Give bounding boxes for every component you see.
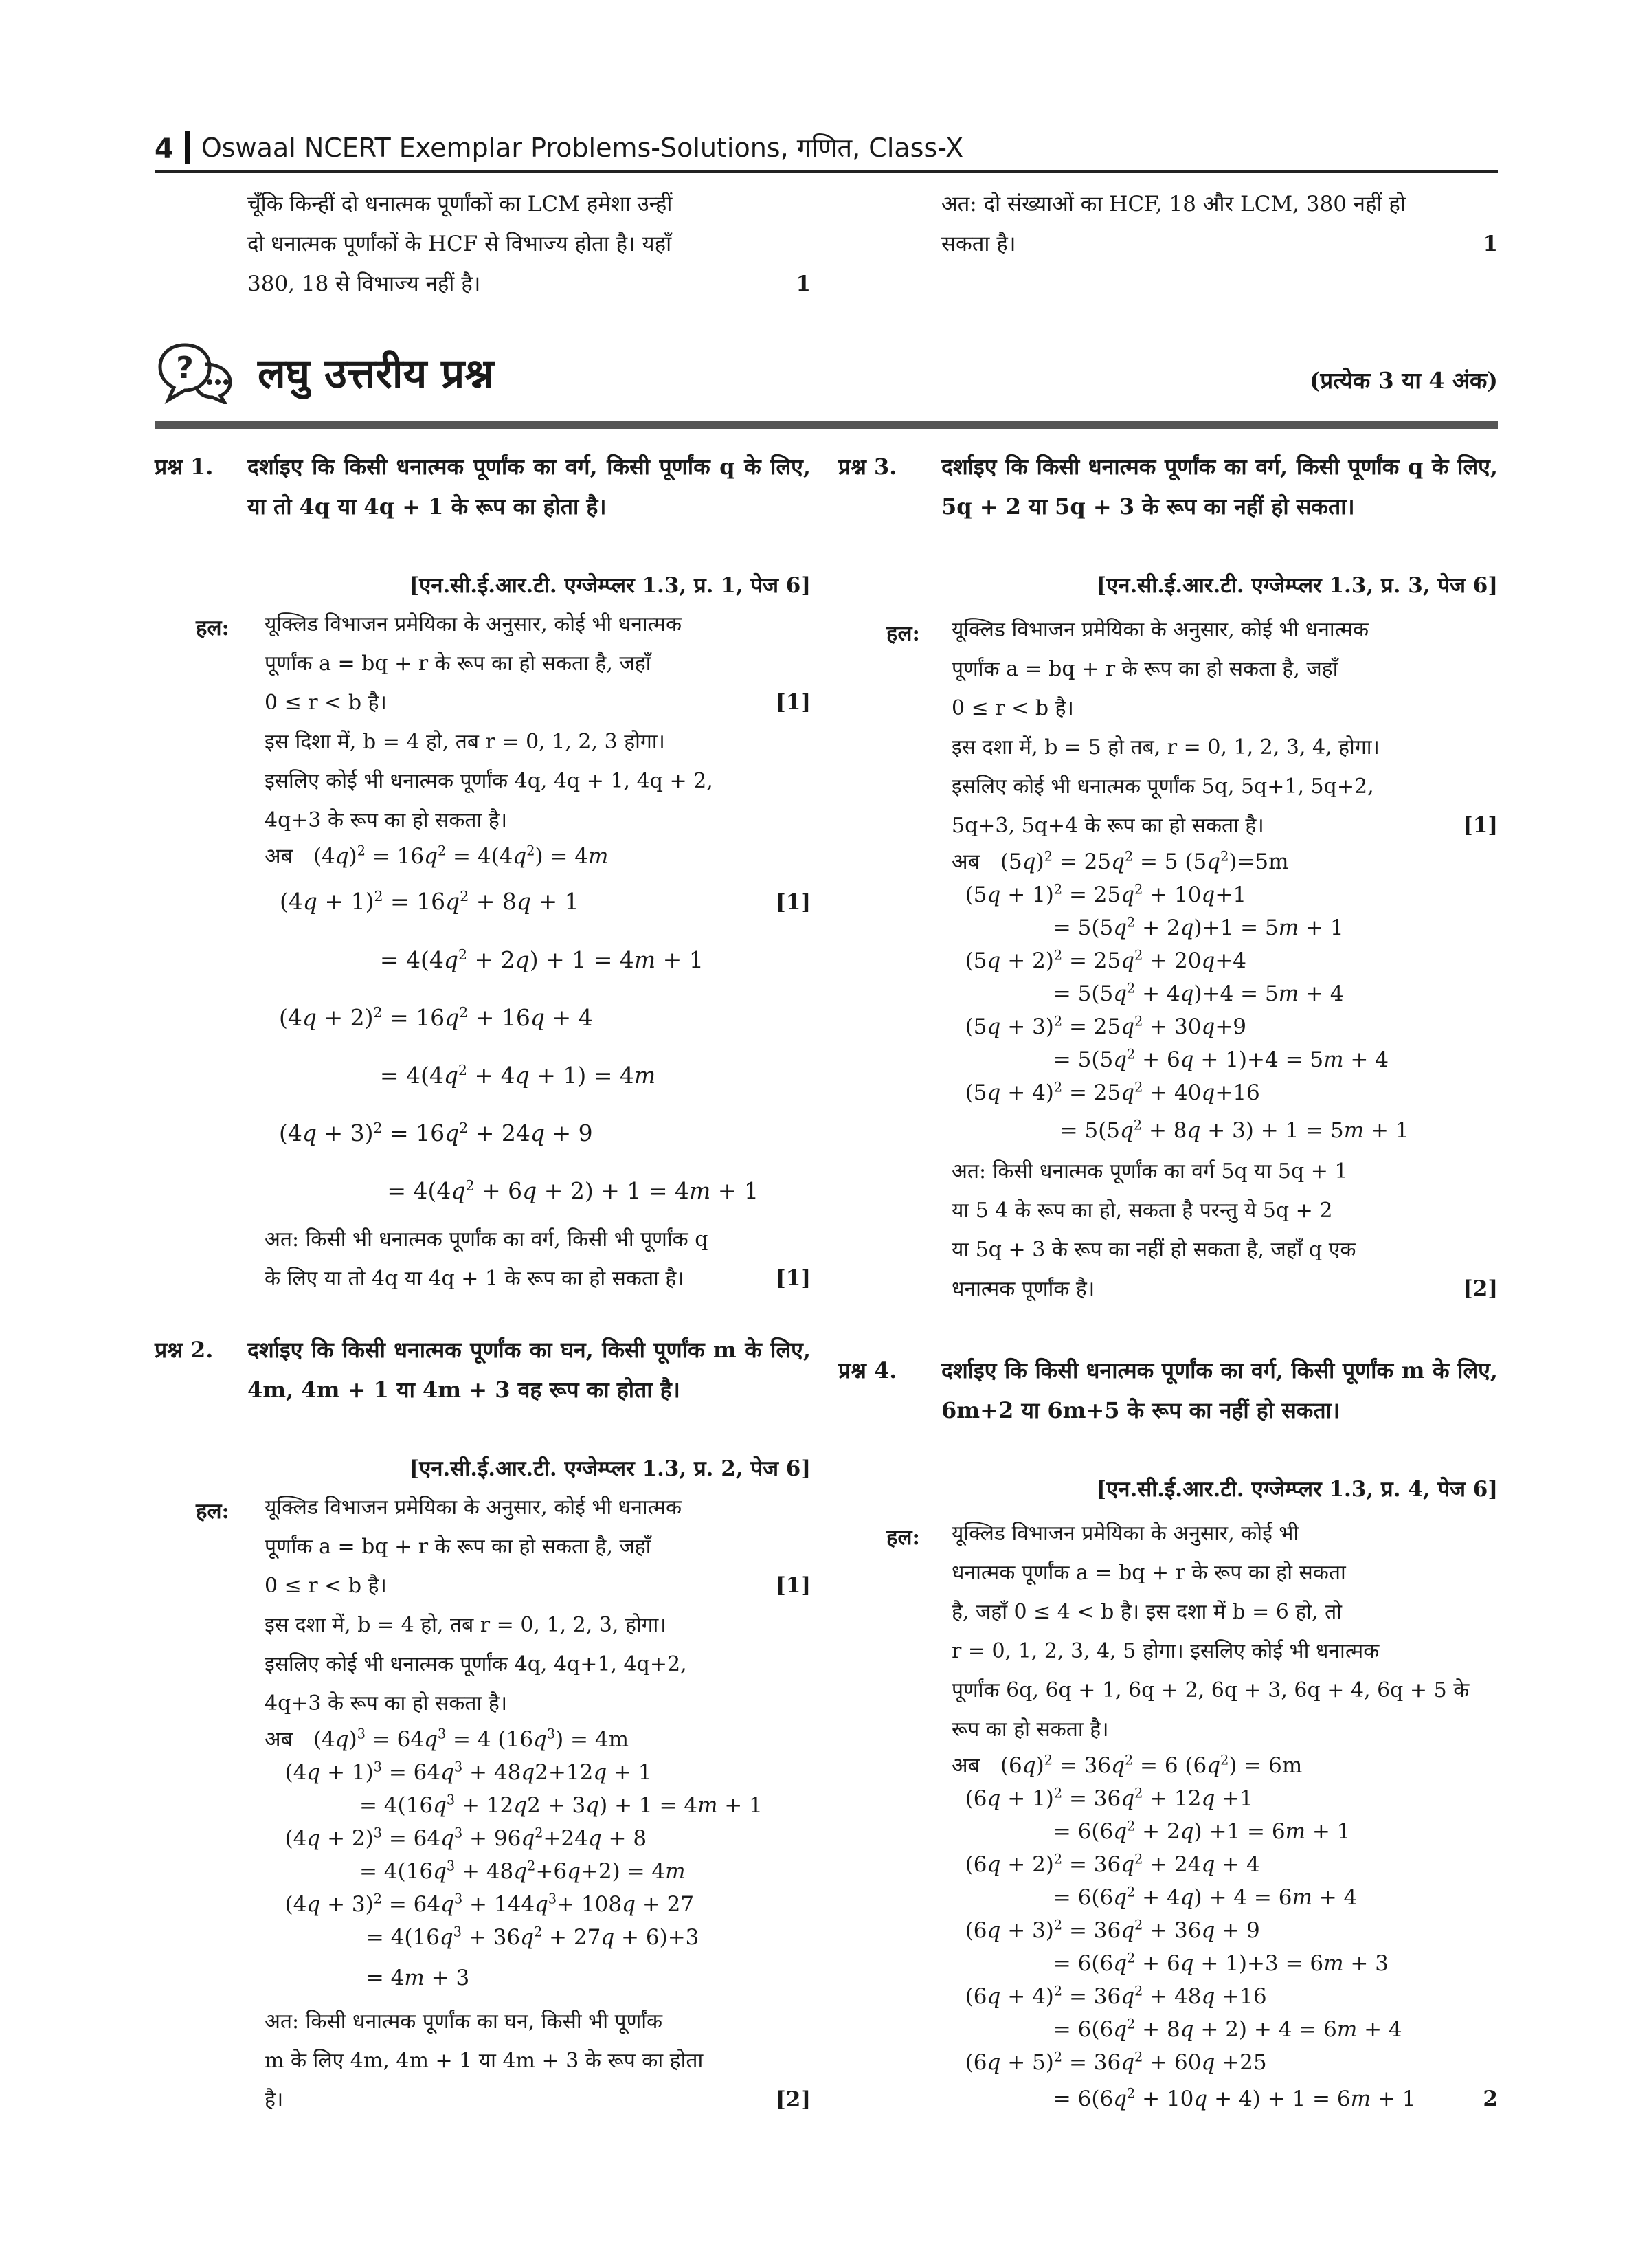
text-line: अत: किसी भी धनात्मक पूर्णांक का वर्ग, किसी भी पूर्णांक q	[265, 1227, 708, 1252]
equation: = $4(4q^2 + 6q + 2) + 1 = 4m + 1$	[265, 1177, 759, 1204]
text-line: यूक्लिड विभाजन प्रमेयिका के अनुसार, कोई भी धनात्मक	[952, 618, 1369, 642]
question-label: प्रश्न 2.	[155, 1337, 214, 1363]
header-divider	[185, 131, 190, 164]
text-line: 380, 18 से विभाज्य नहीं है।	[247, 271, 481, 296]
equation: = $5(5q^2 + 4q)+4 = 5m + 4$	[952, 980, 1344, 1006]
equation: $(5q + 3)^2 = 25q^2 + 30q+9$	[952, 1013, 1247, 1039]
top-right-continuation	[941, 184, 1498, 264]
mark: [2]	[776, 2087, 811, 2112]
text-line: इस दशा में, b = 5 हो तब, r = 0, 1, 2, 3, 4, होगा।	[952, 735, 1380, 759]
equation: = $6(6q^2 + 8q + 2) + 4 = 6m + 4$	[952, 2016, 1402, 2042]
section-rule	[155, 421, 1498, 429]
source-reference: [एन.सी.ई.आर.टी. एग्जेम्प्लर 1.3, प्र. 2, पेज 6]	[409, 1456, 811, 1481]
text-line: यूक्लिड विभाजन प्रमेयिका के अनुसार, कोई भी धनात्मक	[265, 1496, 682, 1520]
text-line: या 5 4 के रूप का हो, सकता है परन्तु ये 5q + 2	[952, 1199, 1333, 1223]
equation: = $5(5q^2 + 6q + 1)+4 = 5m + 4$	[952, 1046, 1389, 1072]
equation: $(5q + 1)^2 = 25q^2 + 10q+1$	[952, 881, 1247, 907]
equation: = $4(16q^3 + 12q2 + 3q) + 1 = 4m + 1$	[265, 1792, 763, 1818]
source-reference: [एन.सी.ई.आर.टी. एग्जेम्प्लर 1.3, प्र. 1, पेज 6]	[409, 573, 811, 598]
equation: अब $(4q)^3 = 64q^3 = 4$ $(16q^3) = 4m$	[265, 1726, 629, 1752]
text-line: 4q+3 के रूप का हो सकता है।	[265, 1691, 508, 1715]
text-line: 0 ≤ r < b है।	[265, 691, 387, 715]
equation: = $6(6q^2 + 6q + 1)+3 = 6m + 3$	[952, 1950, 1389, 1976]
text-line: 5q+3, 5q+4 के रूप का हो सकता है।	[952, 814, 1264, 838]
equation: = $5(5q^2 + 2q)+1 = 5m + 1$	[952, 914, 1344, 940]
text-line: धनात्मक पूर्णांक a = bq + r के रूप का हो सकता	[952, 1561, 1346, 1585]
top-left-continuation	[247, 184, 811, 304]
equation: = $6(6q^2 + 10q + 4) + 1 = 6m + 1$ 2	[952, 2079, 1498, 2119]
equation: $(4q + 3)^2 = 64q^3 + 144q^3+ 108q + 27$	[265, 1891, 695, 1917]
solution-body	[265, 605, 811, 1298]
section-heading	[155, 337, 1498, 412]
question-label: प्रश्न 3.	[838, 454, 897, 480]
mark: 1	[1483, 232, 1498, 256]
text-line: पूर्णांक 6q, 6q + 1, 6q + 2, 6q + 3, 6q + 4, 6q + 5 के	[952, 1678, 1470, 1702]
text-line: 0 ≤ r < b है।	[265, 1574, 387, 1598]
question-4	[838, 1350, 1498, 2175]
question-text: दर्शाइए कि किसी धनात्मक पूर्णांक का वर्ग, किसी पूर्णांक m के लिए, 6m+2 या 6m+5 के रूप का नहीं हो सकता।	[941, 1357, 1498, 1423]
text-line: r = 0, 1, 2, 3, 4, 5 होगा। इसलिए कोई भी धनात्मक	[952, 1639, 1380, 1663]
equation: $(6q + 4)^2 = 36q^2 + 48q +16$	[952, 1983, 1267, 2009]
mark: 2	[1483, 2087, 1498, 2111]
question-text: दर्शाइए कि किसी धनात्मक पूर्णांक का वर्ग, किसी पूर्णांक q के लिए, या तो 4q या 4q + 1 के रूप का होता है।	[247, 454, 811, 520]
text-line: इसलिए कोई भी धनात्मक पूर्णांक 4q, 4q+1, 4q+2,	[265, 1652, 687, 1676]
text-line: पूर्णांक a = bq + r के रूप का हो सकता है, जहाँ	[265, 652, 651, 676]
text-line: है।	[265, 2088, 284, 2112]
question-text: दर्शाइए कि किसी धनात्मक पूर्णांक का घन, किसी पूर्णांक m के लिए, 4m, 4m + 1 या 4m + 3 वह रूप का होता है।	[247, 1337, 811, 1403]
solution-label: हल:	[886, 621, 920, 646]
equation: अब $(4q)^2 = 16q^2 = 4(4q^2) = 4m$	[265, 843, 609, 869]
solution-body	[265, 1488, 811, 2120]
question-text: दर्शाइए कि किसी धनात्मक पूर्णांक का वर्ग, किसी पूर्णांक q के लिए, 5q + 2 या 5q + 3 के रूप का नहीं हो सकता।	[941, 454, 1498, 520]
text-line: धनात्मक पूर्णांक है।	[952, 1277, 1095, 1301]
question-3	[838, 447, 1498, 1340]
equation: अब $(5q)^2 = 25q^2 = 5$ $(5q^2)=5m$	[952, 848, 1289, 874]
source-reference: [एन.सी.ई.आर.टी. एग्जेम्प्लर 1.3, प्र. 3, पेज 6]	[1096, 573, 1498, 598]
text-line: अत: किसी धनात्मक पूर्णांक का वर्ग 5q या 5q + 1	[952, 1159, 1348, 1183]
solution-label: हल:	[196, 1499, 229, 1524]
equation: = $6(6q^2 + 2q) +1 = 6m + 1$	[952, 1818, 1351, 1844]
mark: [1]	[776, 690, 811, 715]
text-line: अत: किसी धनात्मक पूर्णांक का घन, किसी भी पूर्णांक	[265, 2010, 663, 2034]
equation: = $4(4q^2 + 4q + 1) = 4m$	[265, 1062, 656, 1089]
mark: 1	[796, 271, 811, 296]
equation: = $4(16q^3 + 36q^2 + 27q + 6)+3$	[265, 1924, 699, 1950]
text-line: इस दशा में, b = 4 हो, तब r = 0, 1, 2, 3, होगा।	[265, 1613, 666, 1637]
section-marks: (प्रत्येक 3 या 4 अंक)	[1309, 367, 1498, 394]
solution-body	[952, 1514, 1498, 2119]
text-line: चूँकि किन्हीं दो धनात्मक पूर्णांकों का LCM हमेशा उन्हीं	[247, 192, 673, 216]
page-number: 4	[155, 133, 174, 165]
equation: $(4q + 1)^3 = 64q^3 + 48q2+12q + 1$	[265, 1759, 652, 1785]
equation: $(4q + 3)^2 = 16q^2 + 24q + 9$	[265, 1120, 593, 1146]
question-2	[155, 1330, 814, 2155]
equation: $(4q + 1)^2 = 16q^2 + 8q + 1$ [1]	[280, 873, 811, 931]
question-label: प्रश्न 1.	[155, 454, 214, 480]
equation: = $6(6q^2 + 4q) + 4 = 6m + 4$	[952, 1884, 1358, 1910]
question-label: प्रश्न 4.	[838, 1357, 897, 1383]
equation: $(6q + 3)^2 = 36q^2 + 36q + 9$	[952, 1917, 1260, 1943]
text-line: सकता है।	[941, 232, 1016, 256]
text-line: रूप का हो सकता है।	[952, 1717, 1109, 1742]
equation: = $5(5q^2 + 8q + 3) + 1 = 5m + 1$	[952, 1117, 1409, 1143]
text-line: 4q+3 के रूप का हो सकता है।	[265, 808, 508, 832]
equation: = $4(16q^3 + 48q^2+6q+2) = 4m$	[265, 1858, 686, 1884]
book-title: Oswaal NCERT Exemplar Problems-Solutions, गणित, Class-X	[201, 133, 964, 163]
text-line: के लिए या तो 4q या 4q + 1 के रूप का हो सकता है।	[265, 1267, 684, 1291]
mark: [1]	[776, 890, 811, 915]
text-line: m के लिए 4m, 4m + 1 या 4m + 3 के रूप का होता	[265, 2049, 704, 2073]
text-line: यूक्लिड विभाजन प्रमेयिका के अनुसार, कोई भी धनात्मक	[265, 612, 682, 636]
solution-label: हल:	[886, 1525, 920, 1550]
text-line: इस दिशा में, b = 4 हो, तब r = 0, 1, 2, 3 होगा।	[265, 730, 665, 754]
text-line: अत: दो संख्याओं का HCF, 18 और LCM, 380 नहीं हो	[941, 192, 1406, 216]
solution-body	[952, 610, 1498, 1309]
mark: [1]	[776, 1266, 811, 1291]
equation: $(6q + 5)^2 = 36q^2 + 60q +25$	[952, 2049, 1267, 2075]
question-chat-icon	[157, 341, 233, 404]
equation: $(5q + 2)^2 = 25q^2 + 20q+4$	[952, 947, 1247, 973]
text-line: दो धनात्मक पूर्णांकों के HCF से विभाज्य होता है। यहाँ	[247, 232, 672, 256]
text-line: पूर्णांक a = bq + r के रूप का हो सकता है, जहाँ	[952, 657, 1338, 681]
solution-label: हल:	[196, 616, 229, 641]
running-header	[155, 122, 1498, 173]
question-1	[155, 447, 814, 1291]
text-line: यूक्लिड विभाजन प्रमेयिका के अनुसार, कोई भी	[952, 1522, 1299, 1546]
section-title: लघु उत्तरीय प्रश्न	[258, 350, 494, 398]
mark: [1]	[776, 1573, 811, 1598]
mark: [1]	[1463, 813, 1498, 838]
source-reference: [एन.सी.ई.आर.टी. एग्जेम्प्लर 1.3, प्र. 4, पेज 6]	[1096, 1477, 1498, 1502]
text-line: इसलिए कोई भी धनात्मक पूर्णांक 4q, 4q + 1, 4q + 2,	[265, 769, 713, 793]
equation: = $4(4q^2 + 2q) + 1 = 4m + 1$	[265, 946, 704, 973]
equation: $(4q + 2)^2 = 16q^2 + 16q + 4$	[265, 1004, 593, 1031]
svg-text:?: ?	[176, 351, 194, 386]
equation: = 4m + 3	[265, 1966, 470, 1990]
text-line: 0 ≤ r < b है।	[952, 696, 1074, 720]
mark: [2]	[1463, 1276, 1498, 1301]
equation: $(6q + 2)^2 = 36q^2 + 24q + 4$	[952, 1851, 1260, 1877]
text-line: है, जहाँ 0 ≤ 4 < b है। इस दशा में b = 6 हो, तो	[952, 1600, 1343, 1624]
equation: $(6q + 1)^2 = 36q^2 + 12q +1$	[952, 1785, 1253, 1811]
text-line: या 5q + 3 के रूप का नहीं हो सकता है, जहाँ q एक	[952, 1238, 1356, 1262]
text-line: पूर्णांक a = bq + r के रूप का हो सकता है, जहाँ	[265, 1535, 651, 1559]
equation: $(4q + 2)^3 = 64q^3 + 96q^2+24q + 8$	[265, 1825, 647, 1851]
text-line: इसलिए कोई भी धनात्मक पूर्णांक 5q, 5q+1, 5q+2,	[952, 775, 1374, 799]
equation: अब $(6q)^2 = 36q^2 = 6$ $(6q^2) = 6m$	[952, 1752, 1303, 1778]
equation: $(5q + 4)^2 = 25q^2 + 40q+16$	[952, 1079, 1260, 1105]
